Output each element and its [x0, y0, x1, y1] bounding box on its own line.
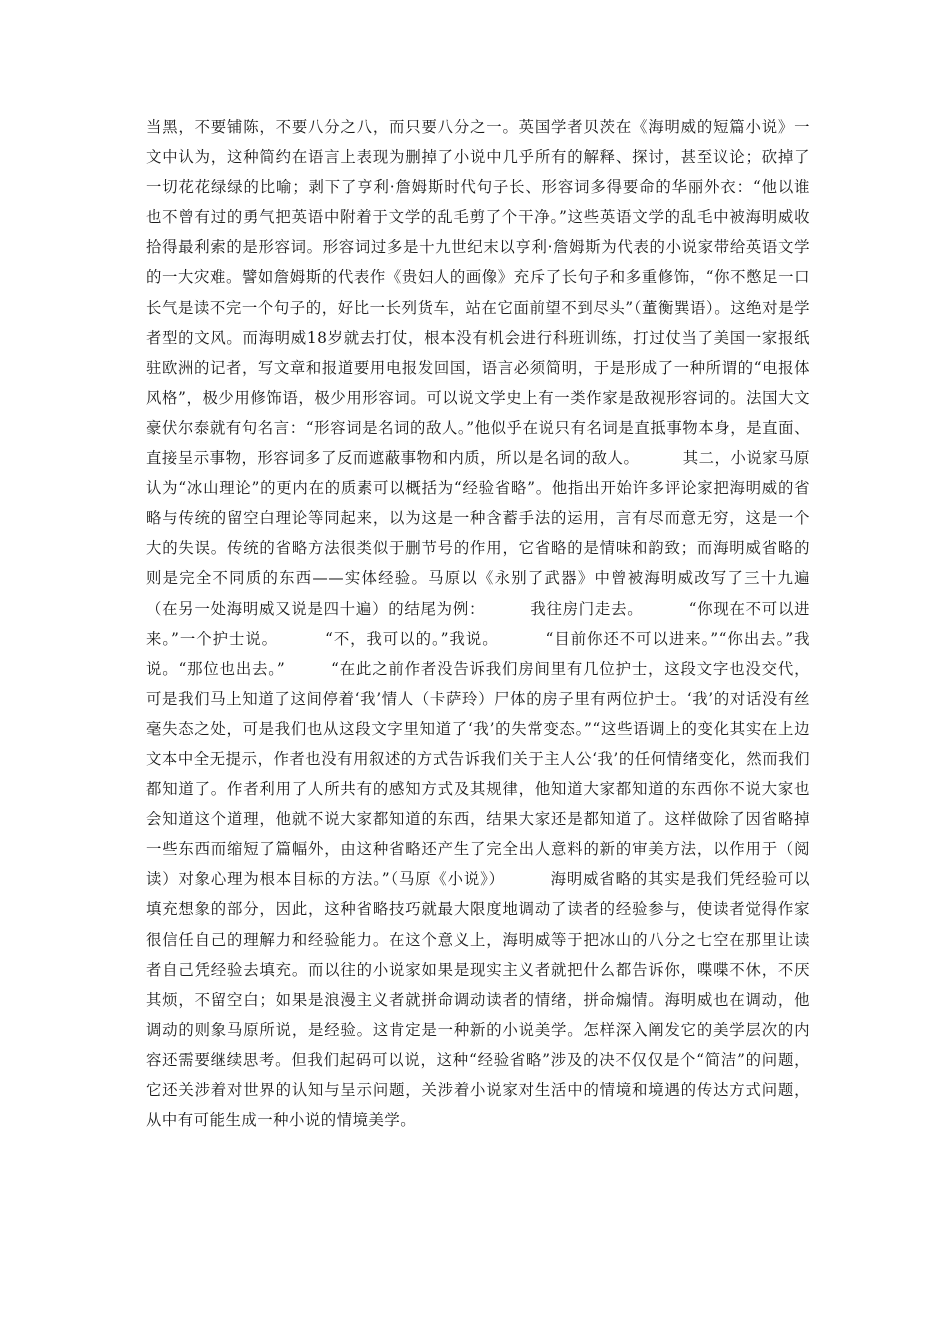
- document-page: [146, 112, 810, 1135]
- body-paragraph: 当黑，不要铺陈，不要八分之八，而只要八分之一。英国学者贝茨在《海明威的短篇小说》一文中认为，这种简约在语言上表现为删掉了小说中几乎所有的解释、探讨，甚至议论；砍掉了一切花花绿绿的比喻；剥下了亨利·詹姆斯时代句子长、形容词多得要命的华丽外衣：“他以谁也不曾有过的勇气把英语中附着于文学的乱毛剪了个干净。”这些英语文学的乱毛中被海明威收拾得最利索的是形容词。形容词过多是十九世纪末以亨利·詹姆斯为代表的小说家带给英语文学的一大灾难。譬如詹姆斯的代表作《贵妇人的画像》充斥了长句子和多重修饰，“你不憋足一口长气是读不完一个句子的，好比一长列货车，站在它面前望不到尽头”（董衡巽语）。这绝对是学者型的文风。而海明威18岁就去打仗，根本没有机会进行科班训练，打过仗当了美国一家报纸驻欧洲的记者，写文章和报道要用电报发回国，语言必须简明，于是形成了一种所谓的“电报体风格”，极少用修饰语，极少用形容词。可以说文学史上有一类作家是敌视形容词的。法国大文豪伏尔泰就有句名言：“形容词是名词的敌人。”他似乎在说只有名词是直抵事物本身，是直面、直接呈示事物，形容词多了反而遮蔽事物和内质，所以是名词的敌人。 其二，小说家马原认为“冰山理论”的更内在的质素可以概括为“经验省略”。他指出开始许多评论家把海明威的省略与传统的留空白理论等同起来，以为这是一种含蓄手法的运用，言有尽而意无穷，这是一个大的失误。传统的省略方法很类似于删节号的作用，它省略的是情味和韵致；而海明威省略的则是完全不同质的东西——实体经验。马原以《永别了武器》中曾被海明威改写了三十九遍（在另一处海明威又说是四十遍）的结尾为例： 我往房门走去。 “你现在不可以进来。”一个护士说。 “不，我可以的。”我说。 “目前你还不可以进来。”“你出去。”我说。“那位也出去。” “在此之前作者没告诉我们房间里有几位护士，这段文字也没交代，可是我们马上知道了这间停着‘我’情人（卡萨玲）尸体的房子里有两位护士。‘我’的对话没有丝毫失态之处，可是我们也从这段文字里知道了‘我’的失常变态。”“这些语调上的变化其实在上边文本中全无提示，作者也没有用叙述的方式告诉我们关于主人公‘我’的任何情绪变化，然而我们都知道了。作者利用了人所共有的感知方式及其规律，他知道大家都知道的东西你不说大家也会知道这个道理，他就不说大家都知道的东西，结果大家还是都知道了。这样做除了因省略掉一些东西而缩短了篇幅外，由这种省略还产生了完全出人意料的新的审美方法，以作用于（阅读）对象心理为根本目标的方法。”（马原《小说》） 海明威省略的其实是我们凭经验可以填充想象的部分，因此，这种省略技巧就最大限度地调动了读者的经验参与，使读者觉得作家很信任自己的理解力和经验能力。在这个意义上，海明威等于把冰山的八分之七空在那里让读者自己凭经验去填充。而以往的小说家如果是现实主义者就把什么都告诉你，喋喋不休，不厌其烦，不留空白；如果是浪漫主义者就拼命调动读者的情绪，拼命煽情。海明威也在调动，他调动的则象马原所说，是经验。这肯定是一种新的小说美学。怎样深入阐发它的美学层次的内容还需要继续思考。但我们起码可以说，这种“经验省略”涉及的决不仅仅是个“简洁”的问题，它还关涉着对世界的认知与呈示问题，关涉着小说家对生活中的情境和境遇的传达方式问题，从中有可能生成一种小说的情境美学。: [146, 118, 810, 1130]
